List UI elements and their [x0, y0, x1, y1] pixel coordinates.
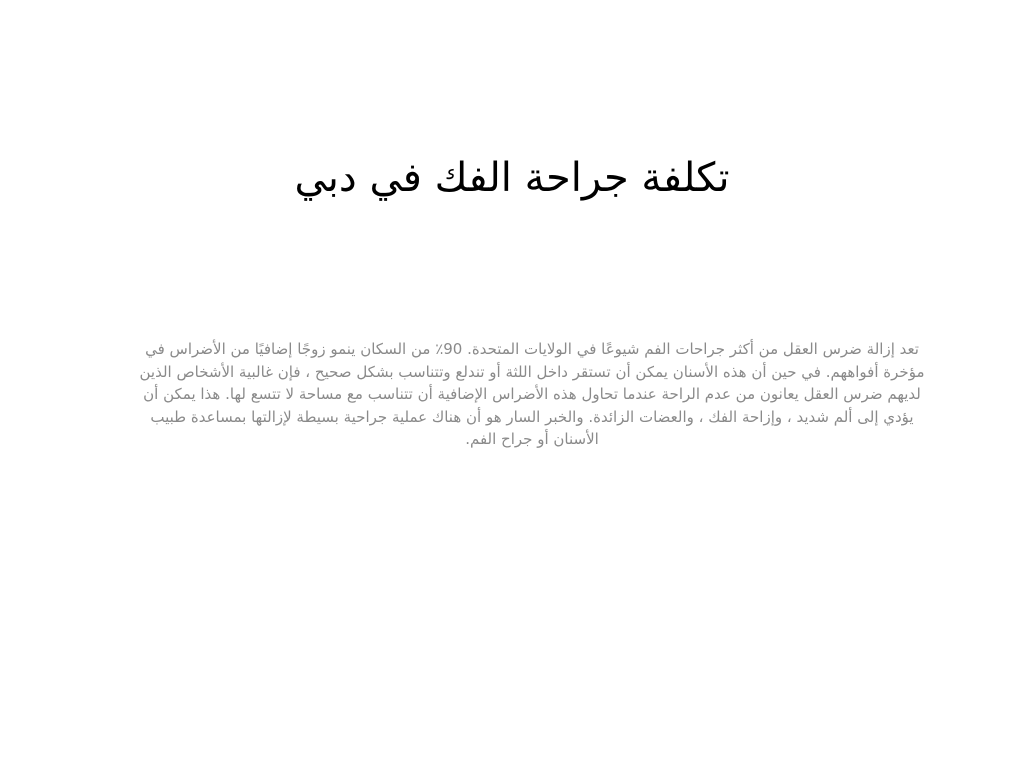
slide-body-text: تعد إزالة ضرس العقل من أكثر جراحات الفم شيوعًا في الولايات المتحدة. 90٪ من السكان ينمو زوجًا إضافيًا من الأضراس في مؤخرة أفواههم. في حين أن هذه الأسنان يمكن أن تستقر داخل اللثة أو تندلع وتتناسب بشكل صحيح ، فإن غالبية الأشخاص الذين لديهم ضرس العقل يعانون من عدم الراحة عندما تحاول هذه الأضراس الإضافية أن تتناسب مع مساحة لا تتسع لها. هذا يمكن أن يؤدي إلى ألم شديد ، وإزاحة الفك ، والعضات الزائدة. والخبر السار هو أن هناك عملية جراحية بسيطة لإزالتها بمساعدة طبيب الأسنان أو جراح الفم.: [139, 340, 925, 448]
slide-title: تكلفة جراحة الفك في دبي: [294, 155, 730, 201]
